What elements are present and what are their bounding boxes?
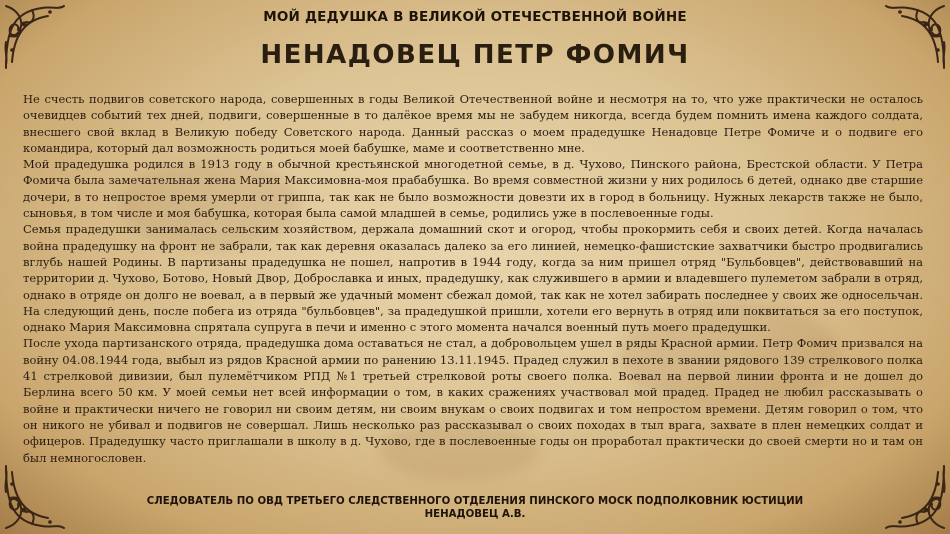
author-signature	[0, 495, 950, 521]
page-subtitle: МОЙ ДЕДУШКА В ВЕЛИКОЙ ОТЕЧЕСТВЕННОЙ ВОЙНЕ	[263, 9, 687, 25]
paragraph: После ухода партизанского отряда, прадедушка дома оставаться не стал, а добровольцем ушел в ряды Красной армии. Петр Фомич призвался на войну 04.08.1944 года, выбыл из рядов Красной армии по ранению 13.11.1945. Прадед служил в пехоте в звании рядового 139 стрелкового полка 41 стрелковой дивизии, был пулемётчиком РПД №1 третьей стрелковой роты своего полка. Воевал на первой линии фронта и не дошел до Берлина всего 50 км. У моей семьи нет всей информации о том, в каких сражениях участвовал мой прадед. Прадед не любил рассказывать о войне и практически ничего не говорил ни своим детям, ни своим внукам о своих подвигах и том непростом времени. Детям говорил о том, что он никого не убивал и подвигов не совершал. Лишь несколько раз рассказывал о своих походах в тыл врага, захвате в плен немецких солдат и офицеров. Прадедушку часто приглашали в школу в д. Чухово, где в послевоенные годы он проработал практически до своей смерти но и там он был немногословен.	[23, 336, 923, 465]
signature-line-position: СЛЕДОВАТЕЛЬ ПО ОВД ТРЕТЬЕГО СЛЕДСТВЕННОГО ОТДЕЛЕНИЯ ПИНСКОГО МОСК ПОДПОЛКОВНИК ЮСТИЦИИ	[146, 496, 804, 507]
paragraph: Мой прадедушка родился в 1913 году в обычной крестьянской многодетной семье, в д. Чухово, Пинского района, Брестской области. У Петра Фомича была замечательная жена Мария Максимовна-моя прабабушка. Во время совместной жизни у них родилось 6 детей, однако две старшие дочери, в то непростое время умерли от гриппа, так как не было возможности довезти их в город в больницу. Нужных лекарств также не было, сыновья, в том числе и моя бабушка, которая была самой младшей в семье, родились уже в послевоенные годы.	[23, 157, 923, 221]
paragraph: Семья прадедушки занималась сельским хозяйством, держала домашний скот и огород, чтобы прокормить себя и своих детей. Когда началась война прадедушку на фронт не забрали, так как деревня оказалась далеко за его линией, немецко-фашистские захватчики быстро продвигались вглубь нашей Родины. В партизаны прадедушка не пошел, напротив в 1944 году, когда за ним пришел отряд "Бульбовцев", действовавший на территории д. Чухово, Ботово, Новый Двор, Доброславка и иных, прадедушку, как служившего в армии и владевшего пулеметом забрали в отряд, однако в отряде он долго не воевал, а в первый же удачный момент сбежал домой, так как не хотел забирать последнее у своих же односельчан. На следующий день, после побега из отряда "бульбовцев", за прадедушкой пришли, хотели его вернуть в отряд или поквитаться за его поступок, однако Мария Максимовна спрятала супруга в печи и именно с этого момента начался военный путь моего прадедушки.	[23, 222, 923, 335]
paragraph: Не счесть подвигов советского народа, совершенных в годы Великой Отечественной войне и несмотря на то, что уже практически не осталось очевидцев событий тех дней, подвиги, совершенные в то далёкое время мы не забудем никогда, всегда будем помнить имена каждого солдата, внесшего свой вклад в Великую победу Советского народа. Данный рассказ о моем прадедушке Ненадовце Петре Фомиче и о подвиге его командира, который дал возможность родиться моей бабушке, маме и соответственно мне.	[23, 92, 923, 155]
page-title: НЕНАДОВЕЦ ПЕТР ФОМИЧ	[260, 40, 690, 70]
signature-line-name: НЕНАДОВЕЦ А.В.	[424, 509, 526, 520]
story-text	[23, 91, 923, 466]
